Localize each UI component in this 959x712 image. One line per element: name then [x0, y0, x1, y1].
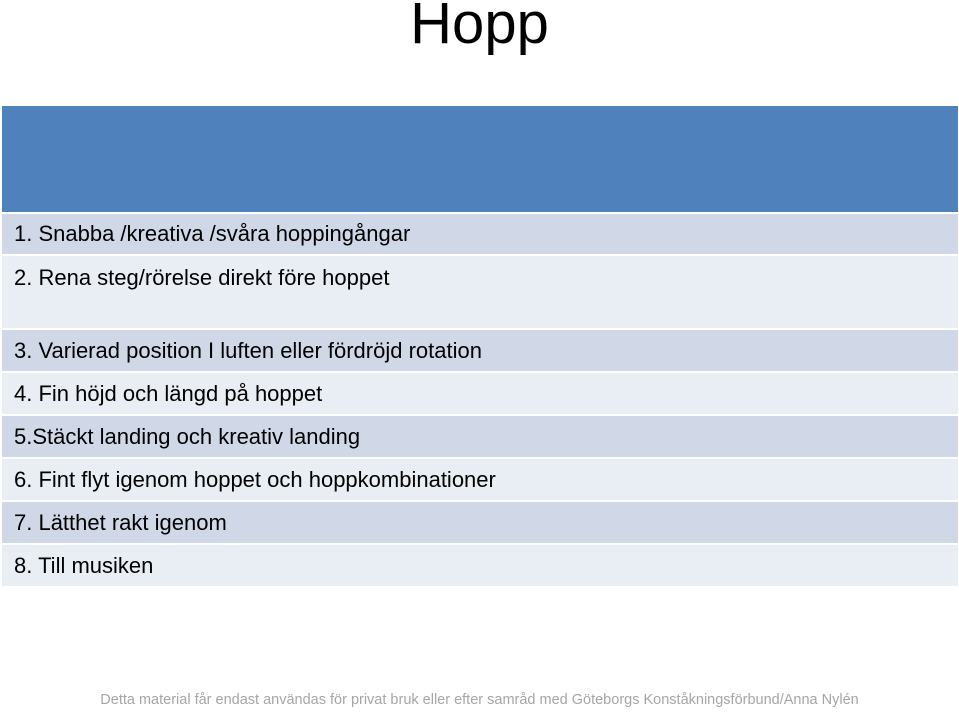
- table-row: [2, 501, 958, 544]
- table-row: [2, 329, 958, 372]
- table-row: [2, 255, 958, 329]
- criterion-2: 2. Rena steg/rörelse direkt före hoppet: [2, 255, 958, 329]
- criterion-6: 6. Fint flyt igenom hoppet och hoppkombinationer: [2, 458, 958, 501]
- table-header-cell: [2, 106, 958, 213]
- criterion-3: 3. Varierad position I luften eller fördröjd rotation: [2, 329, 958, 372]
- criterion-8: 8. Till musiken: [2, 544, 958, 586]
- table-row: [2, 213, 958, 255]
- criterion-5: 5.Stäckt landing och kreativ landing: [2, 415, 958, 458]
- criteria-table: [2, 106, 958, 586]
- table-row: [2, 372, 958, 415]
- table-row: [2, 544, 958, 586]
- table-header-row: [2, 106, 958, 213]
- table-row: [2, 458, 958, 501]
- criterion-4: 4. Fin höjd och längd på hoppet: [2, 372, 958, 415]
- table-row: [2, 415, 958, 458]
- footer-disclaimer: Detta material får endast användas för privat bruk eller efter samråd med Göteborgs Konståkningsförbund/Anna Nylén: [100, 692, 859, 708]
- criterion-1: 1. Snabba /kreativa /svåra hoppingångar: [2, 213, 958, 255]
- criterion-7: 7. Lätthet rakt igenom: [2, 501, 958, 544]
- slide-title: Hopp: [410, 0, 549, 56]
